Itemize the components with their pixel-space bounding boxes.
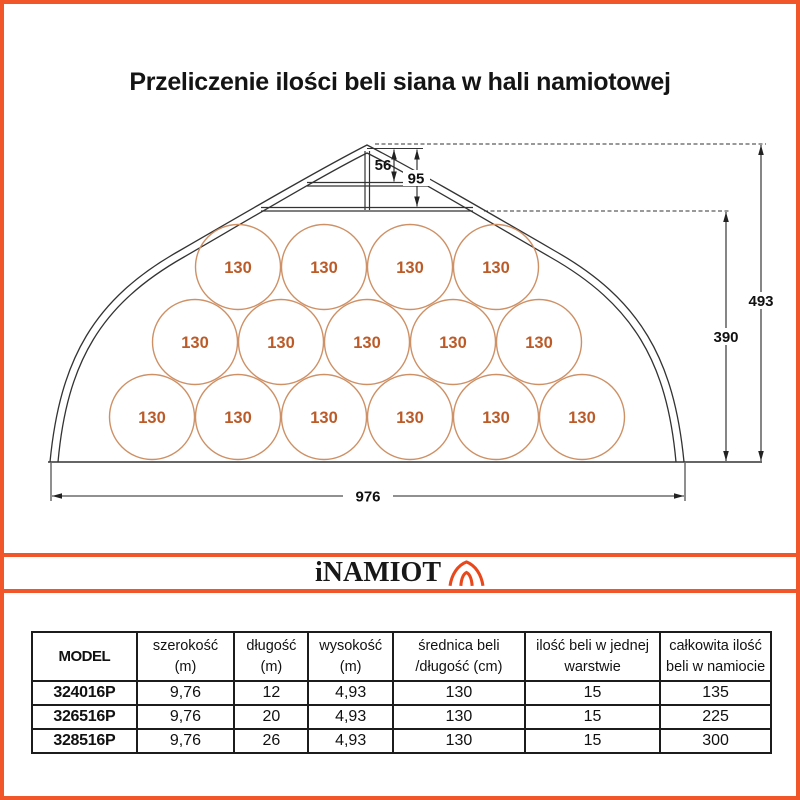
table-header-row: [32, 632, 771, 681]
cell-bales-per-layer: 15: [525, 681, 660, 705]
bale-diameter-label: 130: [310, 259, 338, 277]
cell-model: 324016P: [32, 681, 137, 705]
tent-icon: [448, 560, 485, 587]
bale-diameter-label: 130: [568, 409, 596, 427]
tent-diagram-container: [4, 124, 800, 554]
dimension-493: [743, 145, 779, 461]
header-bale-diameter: średnica beli /długość (cm): [393, 632, 525, 681]
header-model: MODEL: [32, 632, 137, 681]
cell-length: 20: [234, 705, 308, 729]
dimension-390: [708, 212, 744, 461]
header-total-bales: całkowita ilość beli w namiocie: [660, 632, 771, 681]
tent-truss: [261, 151, 473, 211]
cell-bales-per-layer: 15: [525, 705, 660, 729]
table-row: [32, 681, 771, 705]
logo-band: [4, 557, 796, 589]
table-row: [32, 705, 771, 729]
cell-height: 4,93: [308, 729, 392, 753]
cell-bales-per-layer: 15: [525, 729, 660, 753]
cell-length: 26: [234, 729, 308, 753]
dimension-label-493: 493: [748, 293, 774, 310]
bale-diameter-label: 130: [267, 334, 295, 352]
hay-bale-labels: [138, 259, 596, 427]
cell-width: 9,76: [137, 681, 235, 705]
cell-bale-diameter: 130: [393, 681, 525, 705]
bale-diameter-label: 130: [224, 259, 252, 277]
table-row: [32, 729, 771, 753]
cell-length: 12: [234, 681, 308, 705]
dimension-label-976: 976: [355, 488, 381, 506]
dimension-label-390: 390: [713, 329, 739, 346]
header-length: długość (m): [234, 632, 308, 681]
dimension-976: [51, 463, 685, 506]
cell-total-bales: 135: [660, 681, 771, 705]
bale-diameter-label: 130: [224, 409, 252, 427]
header-height: wysokość (m): [308, 632, 392, 681]
logo-text: iNAMIOT: [315, 556, 441, 589]
bale-diameter-label: 130: [181, 334, 209, 352]
header-bales-per-layer: ilość beli w jednej warstwie: [525, 632, 660, 681]
cell-bale-diameter: 130: [393, 705, 525, 729]
cell-width: 9,76: [137, 729, 235, 753]
bale-diameter-label: 130: [482, 259, 510, 277]
bale-diameter-label: 130: [138, 409, 166, 427]
header-width: szerokość (m): [137, 632, 235, 681]
bale-diameter-label: 130: [525, 334, 553, 352]
divider-line-bottom: [4, 589, 796, 593]
cell-width: 9,76: [137, 705, 235, 729]
tent-diagram: [4, 124, 800, 554]
cell-model: 326516P: [32, 705, 137, 729]
bale-diameter-label: 130: [439, 334, 467, 352]
dimension-95: [403, 150, 430, 207]
cell-total-bales: 225: [660, 705, 771, 729]
dimension-label-56: 56: [374, 157, 392, 174]
bale-diameter-label: 130: [396, 259, 424, 277]
bale-diameter-label: 130: [353, 334, 381, 352]
page-title: Przeliczenie ilości beli siana w hali namiotowej: [129, 68, 671, 96]
cell-bale-diameter: 130: [393, 729, 525, 753]
dimension-label-95: 95: [407, 170, 425, 188]
spec-table: [31, 631, 772, 754]
cell-model: 328516P: [32, 729, 137, 753]
bale-diameter-label: 130: [310, 409, 338, 427]
bale-diameter-label: 130: [396, 409, 424, 427]
bale-diameter-label: 130: [482, 409, 510, 427]
cell-height: 4,93: [308, 705, 392, 729]
cell-total-bales: 300: [660, 729, 771, 753]
cell-height: 4,93: [308, 681, 392, 705]
